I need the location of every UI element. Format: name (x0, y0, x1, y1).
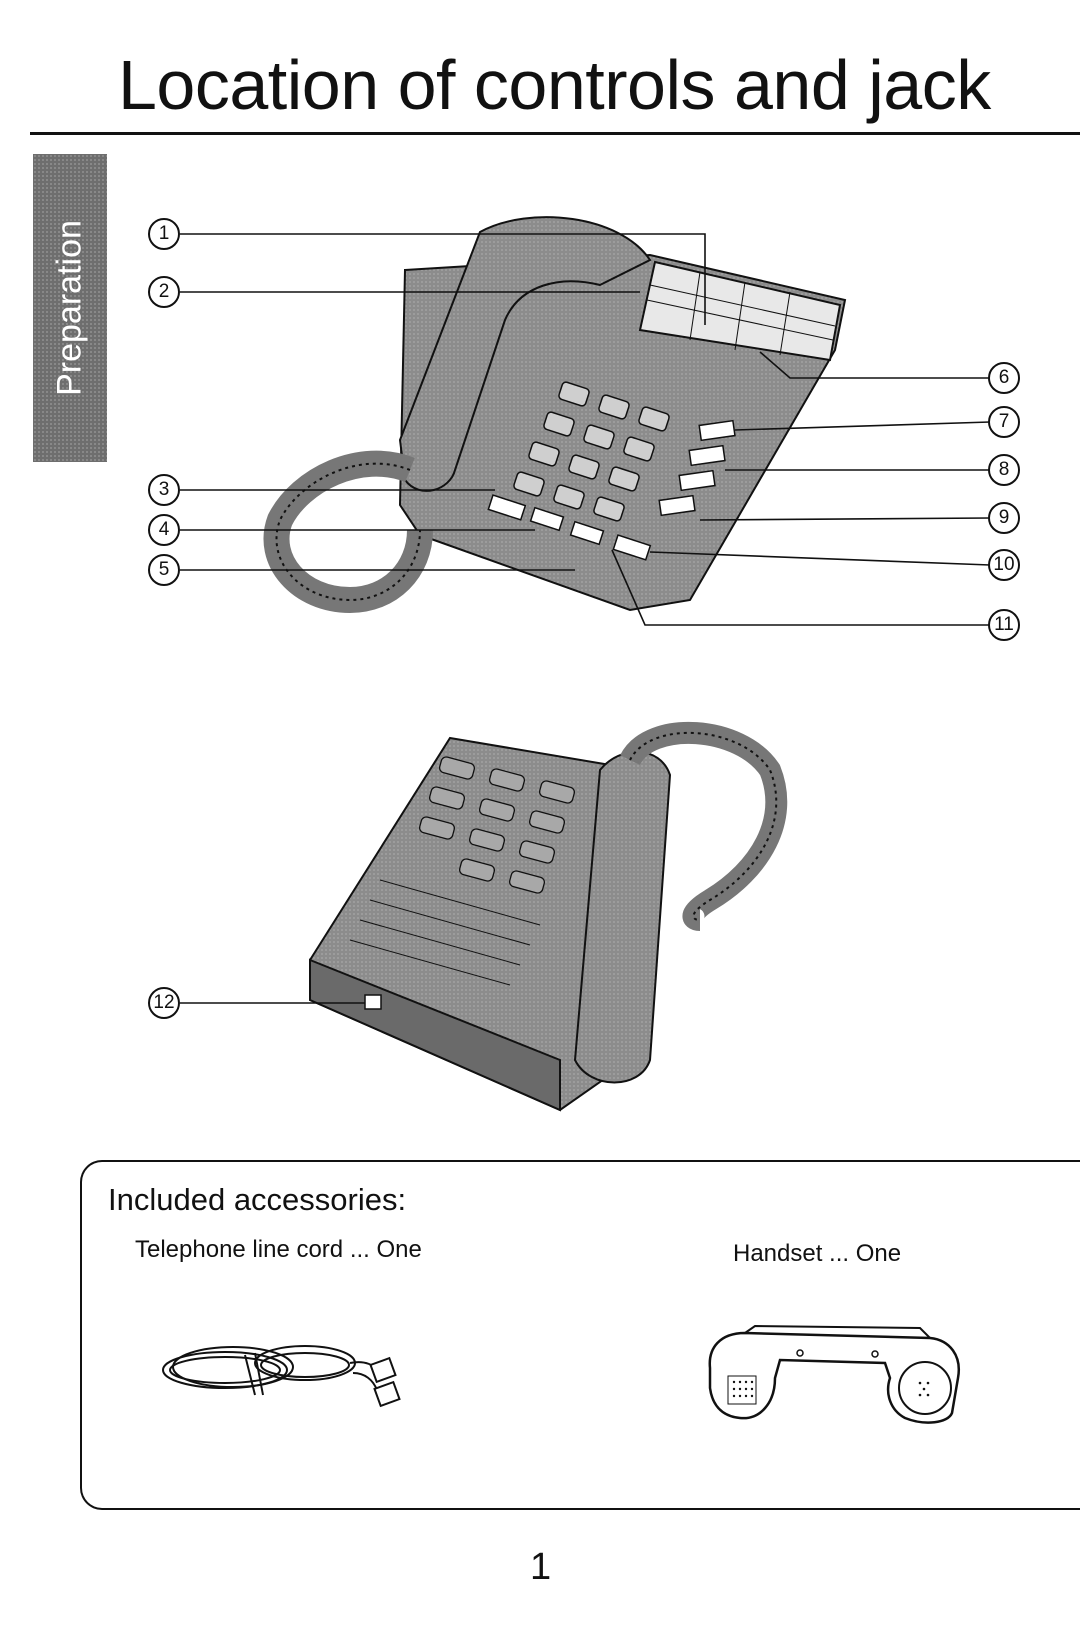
callout-6: 6 (988, 362, 1020, 394)
callout-2: 2 (148, 276, 180, 308)
handset-icon (700, 1318, 970, 1428)
accessories-heading: Included accessories: (108, 1182, 407, 1217)
callout-4: 4 (148, 514, 180, 546)
accessory-handset-label: Handset ... One (733, 1240, 902, 1267)
callout-5: 5 (148, 554, 180, 586)
callout-3: 3 (148, 474, 180, 506)
callout-12: 12 (148, 987, 180, 1019)
callout-7: 7 (988, 406, 1020, 438)
accessory-line-cord-label: Telephone line cord ... One (135, 1236, 422, 1263)
callout-1: 1 (148, 218, 180, 250)
callout-8: 8 (988, 454, 1020, 486)
section-tab-label: Preparation (50, 220, 89, 396)
page-number: 1 (530, 1546, 552, 1588)
callout-9: 9 (988, 502, 1020, 534)
callout-11: 11 (988, 609, 1020, 641)
page-title: Location of controls and jack (118, 46, 991, 124)
line-cord-icon (155, 1325, 415, 1415)
callout-10: 10 (988, 549, 1020, 581)
